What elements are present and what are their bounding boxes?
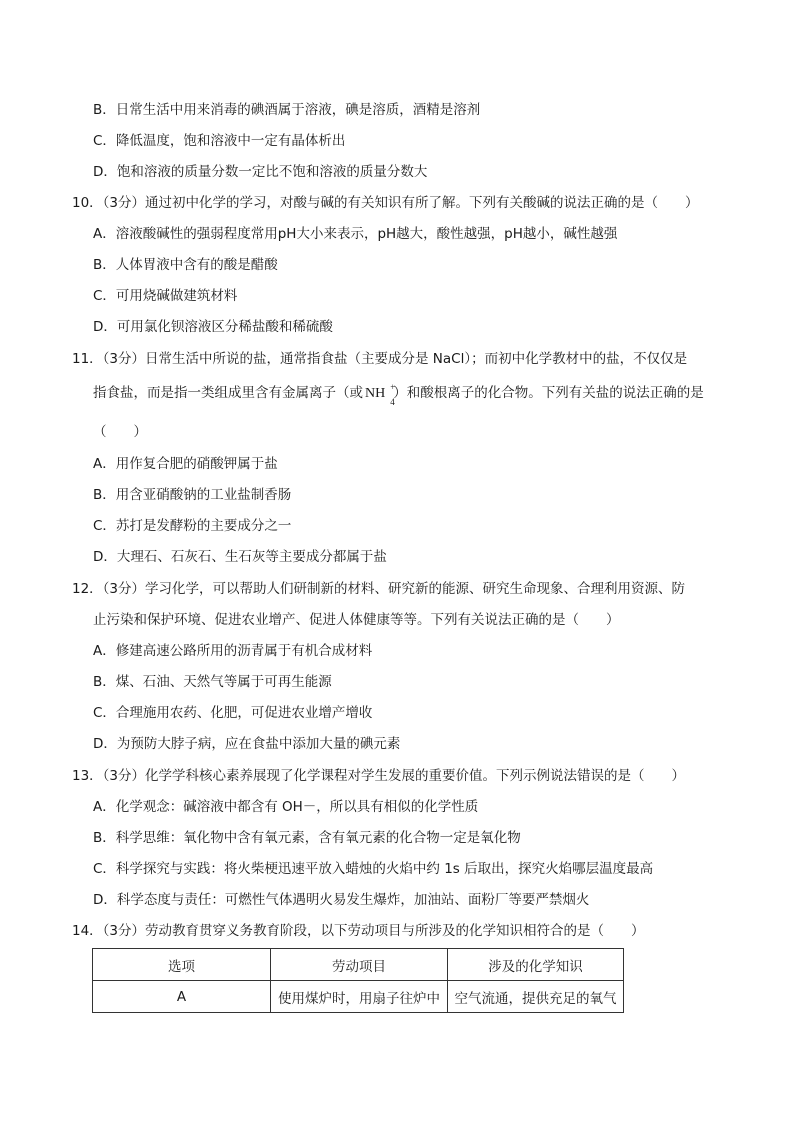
header-chem-knowledge: 涉及的化学知识 — [448, 949, 624, 981]
ammonium-ion-charge: + — [390, 382, 396, 392]
q11-stem-line3: （ ） — [93, 424, 147, 440]
q12-option-c: C．合理施用农药、化肥，可促进农业增产增收 — [93, 705, 373, 721]
q12-stem-line1: 12．（3分）学习化学，可以帮助人们研制新的材料、研究新的能源、研究生命现象、合理利用资源、防 — [72, 581, 686, 597]
q11-stem-part-a: 指食盐，而是指一类组成里含有金属离子（或 — [93, 385, 363, 401]
q13-stem: 13．（3分）化学学科核心素养展现了化学课程对学生发展的重要价值。下列示例说法错误的是（ ） — [72, 768, 686, 784]
q10-option-c: C．可用烧碱做建筑材料 — [93, 288, 238, 304]
q10-stem: 10．（3分）通过初中化学的学习，对酸与碱的有关知识有所了解。下列有关酸碱的说法正确的是（ ） — [72, 195, 699, 211]
ammonium-ion-subscript: 4 — [390, 397, 395, 407]
q12-option-a: A．修建高速公路所用的沥青属于有机合成材料 — [93, 643, 373, 659]
q11-stem-line1: 11．（3分）日常生活中所说的盐，通常指食盐（主要成分是 NaCl）；而初中化学教材中的盐，不仅仅是 — [72, 351, 688, 367]
q12-stem-line2: 止污染和保护环境、促进农业增产、促进人体健康等等。下列有关说法正确的是（ ） — [93, 612, 620, 628]
q11-option-d: D．大理石、石灰石、生石灰等主要成分都属于盐 — [93, 549, 387, 565]
q12-option-b: B．煤、石油、天然气等属于可再生能源 — [93, 674, 332, 690]
row-labor-item: 使用煤炉时，用扇子往炉中 — [271, 981, 448, 1013]
q9-option-d: D．饱和溶液的质量分数一定比不饱和溶液的质量分数大 — [93, 164, 428, 180]
q10-option-b: B．人体胃液中含有的酸是醋酸 — [93, 257, 278, 273]
q13-option-a: A．化学观念：碱溶液中都含有 OH－，所以具有相似的化学性质 — [93, 799, 479, 815]
q14-table — [92, 948, 624, 1013]
table-header-row — [93, 949, 624, 981]
q11-option-c: C．苏打是发酵粉的主要成分之一 — [93, 518, 292, 534]
q9-option-c: C．降低温度，饱和溶液中一定有晶体析出 — [93, 133, 346, 149]
q14-stem: 14．（3分）劳动教育贯穿义务教育阶段，以下劳动项目与所涉及的化学知识相符合的是（ ） — [72, 923, 645, 939]
q10-option-a: A．溶液酸碱性的强弱程度常用pH大小来表示，pH越大，酸性越强，pH越小，碱性越强 — [93, 226, 618, 242]
q13-option-c: C．科学探究与实践：将火柴梗迅速平放入蜡烛的火焰中约 1s 后取出，探究火焰哪层温度最高 — [93, 861, 654, 877]
q13-option-d: D．科学态度与责任：可燃性气体遇明火易发生爆炸，加油站、面粉厂等要严禁烟火 — [93, 892, 590, 908]
ammonium-ion-formula — [365, 382, 396, 407]
q12-option-d: D．为预防大脖子病，应在食盐中添加大量的碘元素 — [93, 736, 401, 752]
q11-stem-part-b: ）和酸根离子的化合物。下列有关盐的说法正确的是 — [393, 385, 704, 401]
q11-option-a: A．用作复合肥的硝酸钾属于盐 — [93, 456, 278, 472]
q9-option-b: B．日常生活中用来消毒的碘酒属于溶液，碘是溶质，酒精是溶剂 — [93, 102, 481, 118]
q13-option-b: B．科学思维：氧化物中含有氧元素，含有氧元素的化合物一定是氧化物 — [93, 830, 521, 846]
ammonium-ion-symbol: NH — [365, 386, 386, 401]
q11-stem-line2 — [93, 382, 704, 407]
q10-option-d: D．可用氯化钡溶液区分稀盐酸和稀硫酸 — [93, 319, 333, 335]
row-option: A — [93, 981, 271, 1013]
header-option: 选项 — [93, 949, 271, 981]
q11-option-b: B．用含亚硝酸钠的工业盐制香肠 — [93, 487, 292, 503]
header-labor-item: 劳动项目 — [271, 949, 448, 981]
table-row — [93, 981, 624, 1013]
row-chem-knowledge: 空气流通，提供充足的氧气 — [448, 981, 624, 1013]
